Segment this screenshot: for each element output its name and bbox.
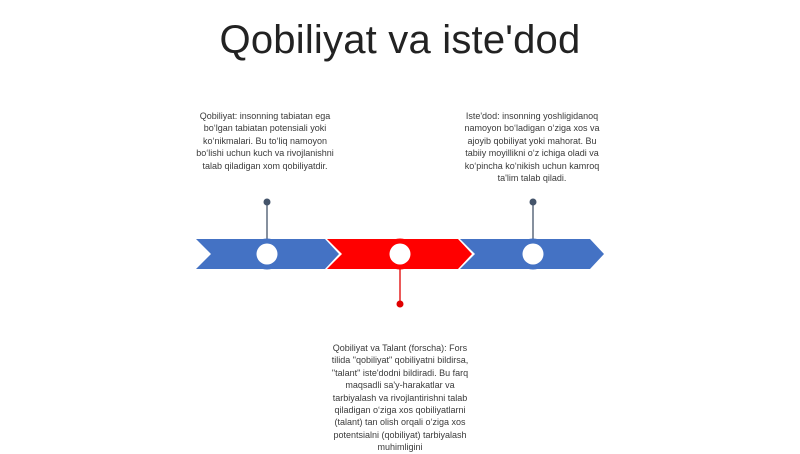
connector-dot-2 xyxy=(397,301,404,308)
milestone-text-qobiliyat: Qobiliyat: insonning tabiatan ega bo‘lgan tabiatan potensiali yoki ko‘nikmalari. Bu to‘liq namoyon bo‘lishi uchun kuch va rivojlanishni talab qiladigan xom qobiliyatdir. xyxy=(196,111,334,171)
milestone-marker-3-inner xyxy=(523,244,544,265)
milestone-marker-1-inner xyxy=(257,244,278,265)
connector-dot-3 xyxy=(530,199,537,206)
slide-title: Qobiliyat va iste'dod xyxy=(219,18,581,62)
milestone-marker-2-inner xyxy=(390,244,411,265)
milestone-text-istedod: Iste'dod: insonning yoshligidanoq namoyon bo‘ladigan o‘ziga xos va ajoyib qobiliyat yoki mahorat. Bu tabiiy moyillikni o‘z ichiga oladi va ko‘pincha ko‘nikish uchun kamroq ta'lim talab qiladi. xyxy=(464,111,600,184)
connector-dot-1 xyxy=(264,199,271,206)
milestone-text-qobiliyat-va-talant: Qobiliyat va Talant (forscha): Fors tilida "qobiliyat" qobiliyatni bildirsa, "talant" iste'dodni bildiradi. Bu farq maqsadli sa'y-harakatlar va tarbiyalash va rivojlantirishni talab qiladigan o‘ziga xos qobiliyatlarni (talant) tan olish orqali o‘ziga xos potentsialni (qobiliyat) tarbiyalash muhimligini xyxy=(331,343,469,453)
